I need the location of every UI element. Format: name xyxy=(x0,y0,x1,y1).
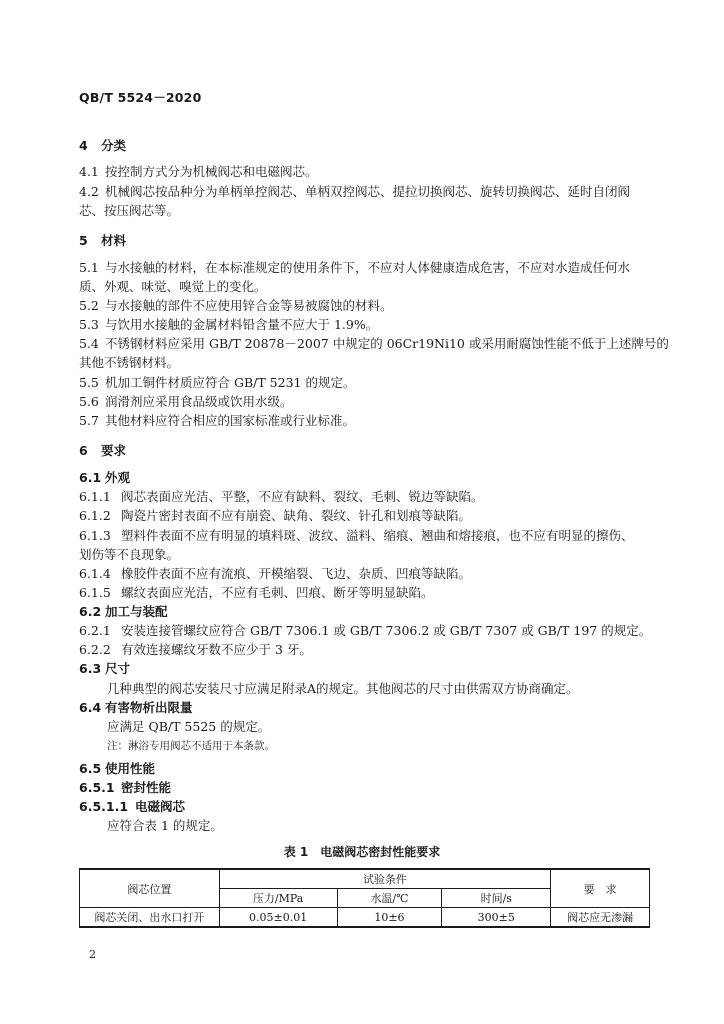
clause-number: 6.3 xyxy=(79,661,102,676)
clause-line xyxy=(79,584,434,602)
clause-line xyxy=(79,622,651,640)
clause-line xyxy=(107,737,275,755)
clause-number: 5.2 xyxy=(79,298,99,313)
clause-text: 塑料件表面不应有明显的填料斑、波纹、溢料、缩痕、翘曲和熔接痕，也不应有明显的擦伤、 xyxy=(121,528,634,543)
clause-line xyxy=(107,718,270,736)
clause-text: 机械阀芯按品种分为单柄单控阀芯、单柄双控阀芯、提拉切换阀芯、旋转切换阀芯、延时自闭阀 xyxy=(105,184,631,199)
clause-text: 质、外观、味觉、嗅觉上的变化。 xyxy=(79,279,267,294)
clause-number: 5 xyxy=(79,233,88,248)
header-water-temp: 水温/℃ xyxy=(337,889,442,908)
clause-text: 橡胶件表面不应有流痕、开模缩裂、飞边、杂质、凹痕等缺陷。 xyxy=(121,566,472,581)
clause-text: 机加工铜件材质应符合 GB/T 5231 的规定。 xyxy=(105,375,356,390)
clause-heading xyxy=(79,469,130,487)
clause-line xyxy=(79,641,312,659)
clause-text: 使用性能 xyxy=(105,761,156,776)
clause-text: 密封性能 xyxy=(121,780,172,795)
clause-number: 6.5.1.1 xyxy=(79,799,129,814)
section-heading xyxy=(79,442,126,460)
clause-text: 芯、按压阀芯等。 xyxy=(79,203,180,218)
clause-text: 要求 xyxy=(101,443,127,458)
clause-line xyxy=(79,393,293,411)
clause-text: 几种典型的阀芯安装尺寸应满足附录A的规定。其他阀芯的尺寸由供需双方协商确定。 xyxy=(107,681,579,696)
clause-line xyxy=(79,202,179,220)
page-number: 2 xyxy=(89,948,96,961)
clause-text: 润滑剂应采用食品级或饮用水级。 xyxy=(105,394,293,409)
clause-line xyxy=(107,817,223,835)
clause-heading xyxy=(79,603,168,621)
clause-number: 6 xyxy=(79,443,88,458)
clause-heading xyxy=(79,760,155,778)
clause-line xyxy=(79,412,355,430)
clause-text: 不锈钢材料应采用 GB/T 20878－2007 中规定的 06Cr19Ni10 或采用耐腐蚀性能不低于上述牌号的 xyxy=(105,336,669,351)
clause-line xyxy=(79,297,393,315)
clause-line xyxy=(79,316,378,334)
clause-number: 6.1.2 xyxy=(79,508,111,523)
clause-text: 其他不锈钢材料。 xyxy=(79,355,180,370)
cell-pressure: 0.05±0.01 xyxy=(219,908,337,928)
table-title: 表 1 电磁阀芯密封性能要求 xyxy=(283,845,441,859)
clause-line xyxy=(107,680,579,698)
clause-number: 4.2 xyxy=(79,184,99,199)
header-time: 时间/s xyxy=(442,889,551,908)
clause-number: 6.1 xyxy=(79,470,102,485)
clause-number: 6.5 xyxy=(79,761,102,776)
section-heading xyxy=(79,232,126,250)
clause-number: 6.1.1 xyxy=(79,489,111,504)
clause-text: 注：淋浴专用阀芯不适用于本条款。 xyxy=(107,740,275,752)
clause-line xyxy=(79,565,471,583)
clause-number: 6.4 xyxy=(79,700,102,715)
clause-heading xyxy=(79,798,185,816)
clause-text: 与水接触的部件不应使用锌合金等易被腐蚀的材料。 xyxy=(105,298,393,313)
clause-text: 有效连接螺纹牙数不应少于 3 牙。 xyxy=(121,642,312,657)
header-pressure: 压力/MPa xyxy=(219,889,337,908)
clause-number: 6.5.1 xyxy=(79,780,115,795)
clause-number: 4 xyxy=(79,138,88,153)
clause-line xyxy=(79,335,669,353)
seal-performance-table xyxy=(79,868,650,928)
clause-text: 阀芯表面应光洁、平整，不应有缺料、裂纹、毛刺、锐边等缺陷。 xyxy=(121,489,484,504)
clause-text: 其他材料应符合相应的国家标准或行业标准。 xyxy=(105,413,356,428)
clause-text: 外观 xyxy=(105,470,131,485)
clause-number: 6.1.3 xyxy=(79,528,111,543)
clause-text: 与水接触的材料，在本标准规定的使用条件下，不应对人体健康造成危害，不应对水造成任何水 xyxy=(105,260,631,275)
clause-heading xyxy=(79,660,130,678)
clause-heading xyxy=(79,699,193,717)
clause-text: 陶瓷片密封表面不应有崩瓷、缺角、裂纹、针孔和划痕等缺陷。 xyxy=(121,508,472,523)
clause-line xyxy=(79,507,471,525)
clause-line xyxy=(79,374,355,392)
clause-number: 4.1 xyxy=(79,164,99,179)
cell-requirement: 阀芯应无渗漏 xyxy=(551,908,650,928)
clause-text: 应满足 QB/T 5525 的规定。 xyxy=(107,719,271,734)
clause-number: 6.2.1 xyxy=(79,623,111,638)
clause-text: 与饮用水接触的金属材料铅含量不应大于 1.9%。 xyxy=(105,317,379,332)
cell-temp: 10±6 xyxy=(337,908,442,928)
clause-line xyxy=(79,259,630,277)
clause-text: 应符合表 1 的规定。 xyxy=(107,818,223,833)
clause-text: 加工与装配 xyxy=(105,604,168,619)
section-heading xyxy=(79,137,126,155)
clause-number: 5.5 xyxy=(79,375,99,390)
clause-number: 5.3 xyxy=(79,317,99,332)
clause-text: 电磁阀芯 xyxy=(135,799,186,814)
cell-time: 300±5 xyxy=(442,908,551,928)
clause-number: 5.6 xyxy=(79,394,99,409)
clause-text: 按控制方式分为机械阀芯和电磁阀芯。 xyxy=(105,164,318,179)
clause-number: 5.4 xyxy=(79,336,99,351)
cell-position: 阀芯关闭、出水口打开 xyxy=(80,908,220,928)
clause-text: 尺寸 xyxy=(105,661,131,676)
clause-text: 分类 xyxy=(101,138,127,153)
header-requirement: 要 求 xyxy=(551,869,650,908)
clause-number: 6.2.2 xyxy=(79,642,111,657)
clause-line xyxy=(79,163,318,181)
clause-line xyxy=(79,546,179,564)
clause-number: 6.1.5 xyxy=(79,585,111,600)
clause-number: 5.7 xyxy=(79,413,99,428)
clause-number: 6.2 xyxy=(79,604,102,619)
clause-text: 安装连接管螺纹应符合 GB/T 7306.1 或 GB/T 7306.2 或 GB/T 7307 或 GB/T 197 的规定。 xyxy=(121,623,652,638)
clause-line xyxy=(79,488,484,506)
header-valve-position: 阀芯位置 xyxy=(80,869,220,908)
clause-text: 螺纹表面应光洁，不应有毛刺、凹痕、断牙等明显缺陷。 xyxy=(121,585,434,600)
clause-line xyxy=(79,278,267,296)
clause-text: 材料 xyxy=(101,233,127,248)
clause-number: 6.1.4 xyxy=(79,566,111,581)
clause-line xyxy=(79,183,630,201)
clause-text: 划伤等不良现象。 xyxy=(79,547,180,562)
clause-line xyxy=(79,527,634,545)
document-code: QB/T 5524－2020 xyxy=(79,90,202,105)
clause-text: 有害物析出限量 xyxy=(105,700,193,715)
clause-number: 5.1 xyxy=(79,260,99,275)
clause-line xyxy=(79,354,179,372)
header-test-conditions: 试验条件 xyxy=(219,869,550,889)
clause-heading xyxy=(79,779,171,797)
